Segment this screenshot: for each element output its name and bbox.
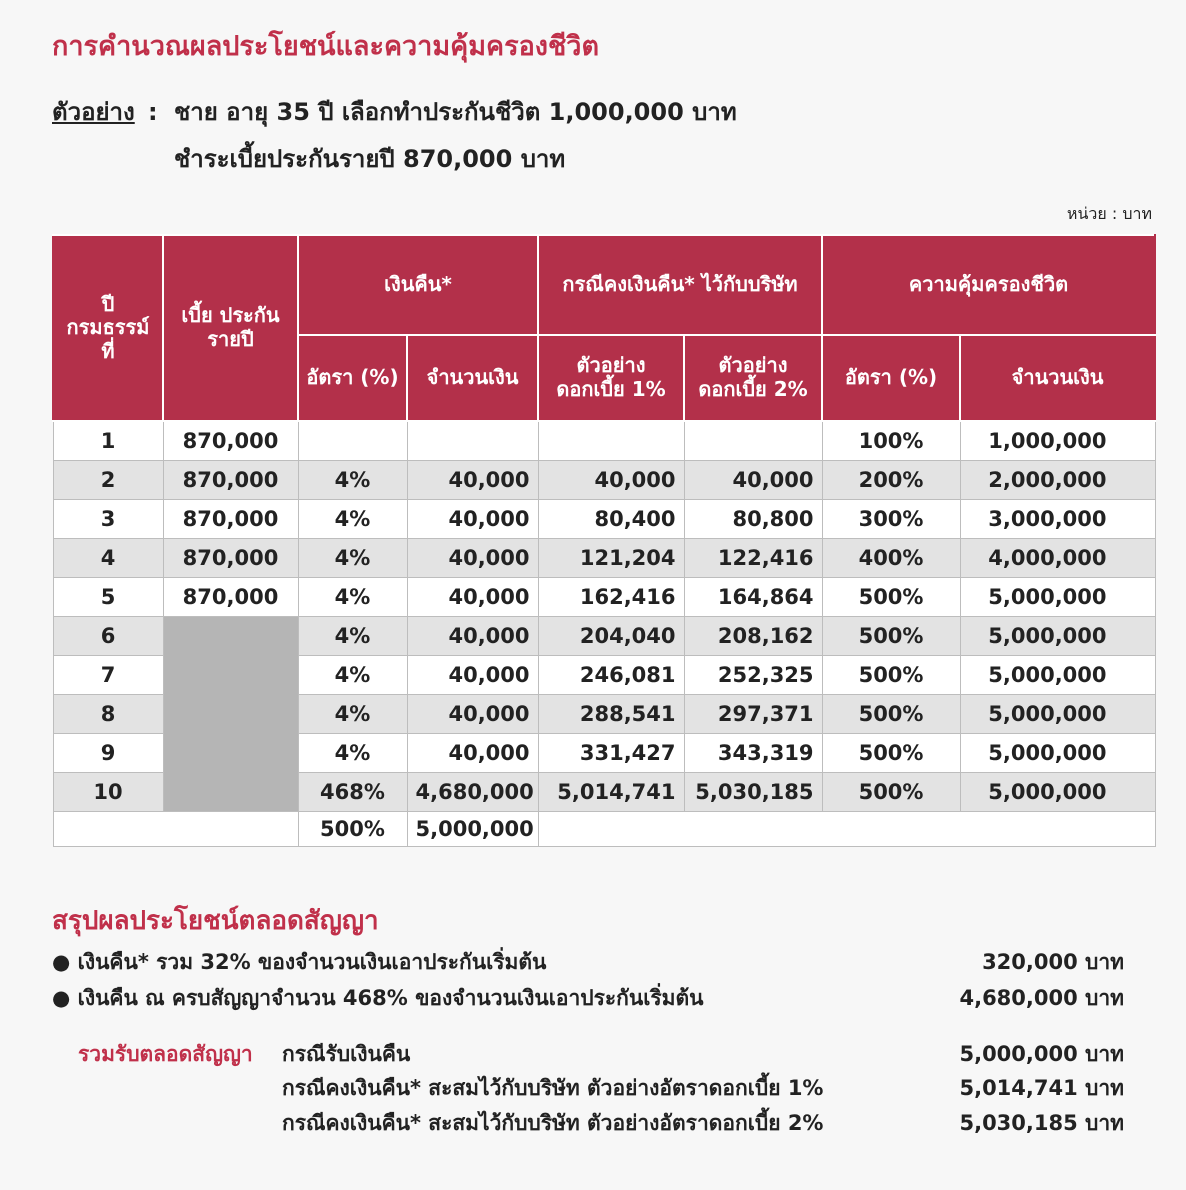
cell-coverage-amount: 5,000,000	[960, 773, 1155, 812]
cell-coverage-amount: 5,000,000	[960, 578, 1155, 617]
cell-year: 6	[53, 617, 163, 656]
total-row-text: กรณีคงเงินคืน* สะสมไว้กับบริษัท ตัวอย่างอัตราดอกเบี้ย 2%	[282, 1111, 824, 1135]
summary-bullet-amount: 320,000 บาท	[982, 950, 1124, 974]
cell-year: 2	[53, 461, 163, 500]
cell-cashback-amount: 40,000	[407, 500, 538, 539]
total-row-spacer-right	[538, 812, 1155, 847]
cell-cashback-rate: 4%	[298, 500, 407, 539]
example-block	[52, 92, 737, 173]
cell-cashback-rate: 468%	[298, 773, 407, 812]
total-row-amount: 5,030,185 บาท	[959, 1111, 1124, 1135]
header-coverage: ความคุ้มครองชีวิต	[822, 235, 1155, 335]
cell-example-2pct: 343,319	[684, 734, 822, 773]
summary-bullet-text: ● เงินคืน* รวม 32% ของจำนวนเงินเอาประกันเริ่มต้น	[52, 950, 547, 974]
cell-coverage-rate: 200%	[822, 461, 960, 500]
cell-cashback-amount: 40,000	[407, 461, 538, 500]
cell-example-1pct: 40,000	[538, 461, 684, 500]
cell-year: 3	[53, 500, 163, 539]
cell-premium: 870,000	[163, 500, 298, 539]
cell-example-2pct: 5,030,185	[684, 773, 822, 812]
table-row	[53, 539, 1155, 578]
page-title: การคำนวณผลประโยชน์และความคุ้มครองชีวิต	[52, 31, 599, 62]
cell-cashback-amount: 40,000	[407, 539, 538, 578]
cell-example-2pct: 122,416	[684, 539, 822, 578]
cell-cashback-amount: 40,000	[407, 734, 538, 773]
example-label: ตัวอย่าง	[52, 98, 135, 126]
cell-cashback-amount: 40,000	[407, 617, 538, 656]
benefit-table	[52, 234, 1156, 847]
total-cashback-rate: 500%	[298, 812, 407, 847]
cell-cashback-rate: 4%	[298, 461, 407, 500]
cell-cashback-rate: 4%	[298, 617, 407, 656]
cell-premium: 870,000	[163, 578, 298, 617]
cell-cashback-amount	[407, 421, 538, 461]
cell-coverage-rate: 100%	[822, 421, 960, 461]
cell-example-2pct: 40,000	[684, 461, 822, 500]
cell-example-2pct: 252,325	[684, 656, 822, 695]
header-deposit: กรณีคงเงินคืน* ไว้กับบริษัท	[538, 235, 822, 335]
table-row	[53, 578, 1155, 617]
cell-year: 9	[53, 734, 163, 773]
cell-example-2pct	[684, 421, 822, 461]
cell-year: 8	[53, 695, 163, 734]
cell-premium: 870,000	[163, 539, 298, 578]
total-label: รวมรับตลอดสัญญา	[78, 1042, 253, 1066]
cell-year: 7	[53, 656, 163, 695]
cell-cashback-amount: 40,000	[407, 656, 538, 695]
cell-example-1pct: 162,416	[538, 578, 684, 617]
cell-year: 10	[53, 773, 163, 812]
example-text-1: ชาย อายุ 35 ปี เลือกทำประกันชีวิต 1,000,000 บาท	[174, 98, 737, 126]
header-cashback-amount: จำนวนเงิน	[407, 335, 538, 421]
header-coverage-rate: อัตรา (%)	[822, 335, 960, 421]
cell-coverage-rate: 400%	[822, 539, 960, 578]
cell-coverage-rate: 500%	[822, 773, 960, 812]
cell-coverage-rate: 500%	[822, 734, 960, 773]
cell-coverage-amount: 2,000,000	[960, 461, 1155, 500]
cell-example-1pct: 246,081	[538, 656, 684, 695]
table-total-row	[53, 812, 1155, 847]
cell-example-1pct: 288,541	[538, 695, 684, 734]
cell-coverage-amount: 1,000,000	[960, 421, 1155, 461]
cell-cashback-rate: 4%	[298, 578, 407, 617]
unit-label: หน่วย : บาท	[1066, 204, 1152, 223]
cell-premium: 870,000	[163, 421, 298, 461]
example-colon: :	[148, 98, 158, 126]
cell-cashback-rate: 4%	[298, 695, 407, 734]
cell-cashback-rate: 4%	[298, 656, 407, 695]
cell-example-2pct: 80,800	[684, 500, 822, 539]
cell-coverage-rate: 500%	[822, 695, 960, 734]
cell-cashback-rate: 4%	[298, 734, 407, 773]
cell-coverage-amount: 4,000,000	[960, 539, 1155, 578]
summary-title: สรุปผลประโยชน์ตลอดสัญญา	[52, 906, 379, 936]
header-year: ปี กรมธรรม์ ที่	[53, 235, 163, 421]
cell-coverage-rate: 300%	[822, 500, 960, 539]
cell-year: 1	[53, 421, 163, 461]
total-row-amount: 5,000,000 บาท	[959, 1042, 1124, 1066]
table-row	[53, 617, 1155, 656]
premium-paid-up-block	[163, 617, 298, 812]
total-row-text: กรณีคงเงินคืน* สะสมไว้กับบริษัท ตัวอย่างอัตราดอกเบี้ย 1%	[282, 1076, 824, 1100]
header-premium: เบี้ย ประกัน รายปี	[163, 235, 298, 421]
total-row-spacer	[53, 812, 298, 847]
total-cashback-amount: 5,000,000	[407, 812, 538, 847]
cell-cashback-amount: 40,000	[407, 578, 538, 617]
cell-coverage-rate: 500%	[822, 617, 960, 656]
cell-example-1pct: 80,400	[538, 500, 684, 539]
cell-coverage-rate: 500%	[822, 578, 960, 617]
cell-coverage-amount: 5,000,000	[960, 656, 1155, 695]
cell-coverage-amount: 5,000,000	[960, 734, 1155, 773]
cell-example-1pct: 121,204	[538, 539, 684, 578]
header-cashback-rate: อัตรา (%)	[298, 335, 407, 421]
cell-cashback-amount: 40,000	[407, 695, 538, 734]
cell-example-2pct: 208,162	[684, 617, 822, 656]
cell-premium: 870,000	[163, 461, 298, 500]
cell-year: 4	[53, 539, 163, 578]
table-row	[53, 421, 1155, 461]
cell-example-1pct	[538, 421, 684, 461]
cell-cashback-rate	[298, 421, 407, 461]
cell-coverage-amount: 5,000,000	[960, 617, 1155, 656]
table-row	[53, 461, 1155, 500]
cell-year: 5	[53, 578, 163, 617]
header-coverage-amount: จำนวนเงิน	[960, 335, 1155, 421]
cell-cashback-amount: 4,680,000	[407, 773, 538, 812]
example-line-1	[52, 92, 737, 131]
cell-coverage-amount: 3,000,000	[960, 500, 1155, 539]
total-row-text: กรณีรับเงินคืน	[282, 1042, 411, 1066]
cell-coverage-amount: 5,000,000	[960, 695, 1155, 734]
header-example-2pct: ตัวอย่าง ดอกเบี้ย 2%	[684, 335, 822, 421]
cell-example-2pct: 297,371	[684, 695, 822, 734]
example-text-2: ชำระเบี้ยประกันรายปี 870,000 บาท	[174, 145, 566, 173]
summary-bullet-text: ● เงินคืน ณ ครบสัญญาจำนวน 468% ของจำนวนเงินเอาประกันเริ่มต้น	[52, 986, 704, 1010]
total-row-amount: 5,014,741 บาท	[959, 1076, 1124, 1100]
cell-cashback-rate: 4%	[298, 539, 407, 578]
cell-example-1pct: 331,427	[538, 734, 684, 773]
summary-bullet-amount: 4,680,000 บาท	[959, 986, 1124, 1010]
cell-example-1pct: 5,014,741	[538, 773, 684, 812]
table-row	[53, 500, 1155, 539]
cell-coverage-rate: 500%	[822, 656, 960, 695]
header-cashback: เงินคืน*	[298, 235, 538, 335]
header-example-1pct: ตัวอย่าง ดอกเบี้ย 1%	[538, 335, 684, 421]
cell-example-1pct: 204,040	[538, 617, 684, 656]
cell-example-2pct: 164,864	[684, 578, 822, 617]
